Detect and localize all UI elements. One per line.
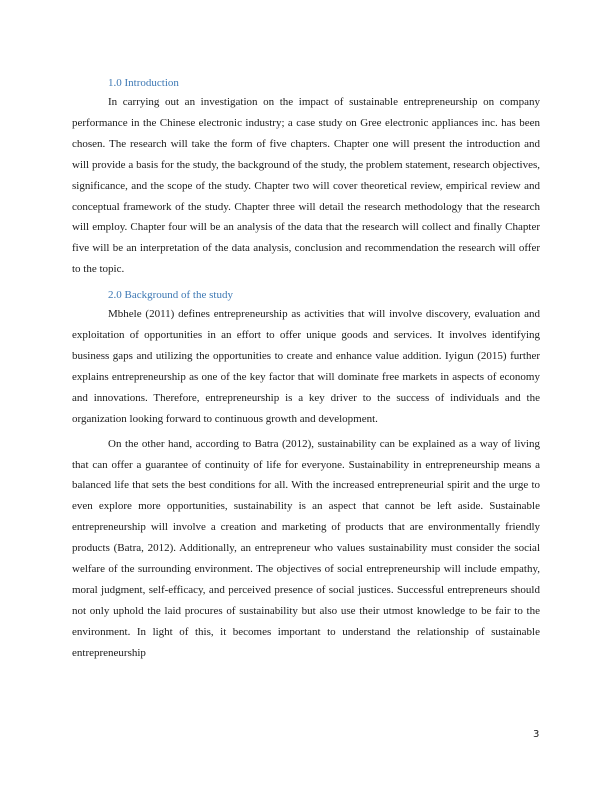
document-page <box>72 74 540 664</box>
background-paragraph-2: On the other hand, according to Batra (2012), sustainability can be explained as a way of living that can offer a guarantee of continuity of life for everyone. Sustainability in entrepreneurship means a balanced life that sets the best conditions for all. With the increased entrepreneurial spirit and the urge to even explore more opportunities, sustainability is an aspect that cannot be left aside. Sustainable entrepreneurship will involve a creation and marketing of products that are environmentally friendly products (Batra, 2012). Additionally, an entrepreneur who values sustainability must consider the social welfare of the surrounding environment. The objectives of social entrepreneurship will include empathy, moral judgment, self-efficacy, and perceived presence of social justices. Successful entrepreneurs should not only uphold the laid procures of sustainability but also use their utmost knowledge to be fair to the environment. In light of this, it becomes important to understand the relationship of sustainable entrepreneurship <box>72 437 540 659</box>
background-paragraph-1: Mbhele (2011) defines entrepreneurship as activities that will involve discovery, evaluation and exploitation of opportunities in an effort to offer unique goods and services. It involves identifying business gaps and utilizing the opportunities to create and enhance value addition. Iyigun (2015) further explains entrepreneurship as one of the key factor that will dominate free markets in aspects of economy and innovations. Therefore, entrepreneurship is a key driver to the success of individuals and the organization looking forward to continuous growth and development. <box>72 308 540 425</box>
section-heading-introduction: 1.0 Introduction <box>108 77 179 89</box>
introduction-paragraph: In carrying out an investigation on the impact of sustainable entrepreneurship on company performance in the Chinese electronic industry; a case study on Gree electronic appliances inc. has been chosen. The research will take the form of five chapters. Chapter one will present the introduction and will provide a basis for the study, the background of the study, the problem statement, research objectives, significance, and the scope of the study. Chapter two will cover theoretical review, empirical review and conceptual framework of the study. Chapter three will detail the research methodology that the research will employ. Chapter four will be an analysis of the data that the research will collect and finally Chapter five will be an interpretation of the data analysis, conclusion and recommendation the research will offer to the topic. <box>72 96 540 276</box>
section-heading-background: 2.0 Background of the study <box>108 289 233 302</box>
page-number: 3 <box>533 729 540 740</box>
